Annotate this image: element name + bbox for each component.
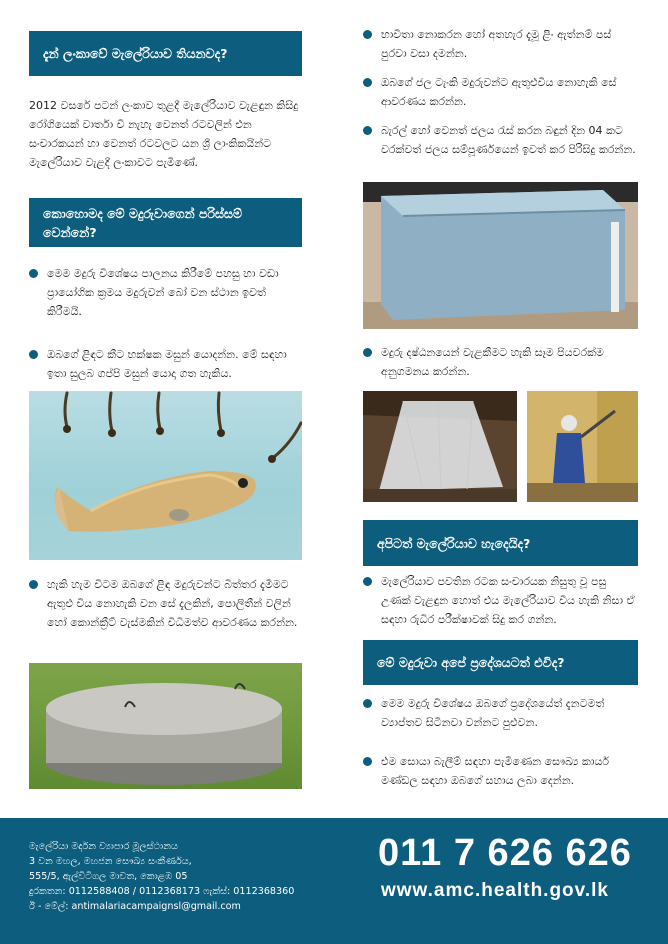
section-heading-mosquito-in-our-area bbox=[363, 640, 638, 685]
list-item bbox=[363, 752, 638, 790]
bullet-dot bbox=[363, 757, 372, 766]
heading-text: දැන් ලංකාවේ මැලේරියාව තියනවද? bbox=[43, 46, 228, 61]
list-item bbox=[363, 343, 638, 381]
bullet-dot bbox=[29, 269, 38, 278]
heading-text: අපිටත් මැලේරියාව හැදෙයිද? bbox=[377, 535, 531, 551]
website-link[interactable]: www.amc.health.gov.lk bbox=[381, 880, 609, 901]
bullet-text: බැරල් හෝ වෙනත් ජලය රැස් කරන බඳුන් දින 04 කට වරක්වත් ජලය සම්පූර්ණයෙන් ඉවත් කර පිරිසිදු කරන්න. bbox=[381, 124, 636, 156]
bullet-text: ඔබගේ ජල ටැංකි මදුරුවන්ට ඇතුළුවිය නොහැකි සේ ආවරණය කරන්න. bbox=[381, 76, 617, 108]
section-heading-can-we-get-malaria bbox=[363, 520, 638, 566]
insecticide-spraying-photo bbox=[527, 391, 638, 502]
bullet-dot bbox=[363, 577, 372, 586]
list-item bbox=[363, 572, 638, 629]
org-name: මැලේරියා මර්දන ව්‍යාපාර මූලස්ථානය bbox=[29, 841, 178, 852]
bullet-dot bbox=[363, 30, 372, 39]
bullet-text: මෙම මදුරු විශේෂය ඔබගේ ප්‍රදේශයේත් දැනටමත් ව්‍යාප්තව සිටිනවා වන්නට පුළුවන. bbox=[381, 697, 605, 729]
spraying-illustration bbox=[527, 391, 638, 502]
list-item bbox=[29, 575, 302, 632]
intro-paragraph: 2012 වසරේ පටන් ලංකාව තුළදී මැලේරියාව වැළඳුන කිසිදු රෝගියෙක් වාර්තා වී නැහැ වෙනත් රටවලින් එන සංචාරකයන් හා වෙනත් රටවලට යන ශ්‍රී ලාංකිකයින්ට මැලේරියාව වැළදී ලංකාවට පැමිණේ. bbox=[29, 99, 299, 169]
contact-address-block bbox=[29, 839, 294, 914]
bullet-text: මදුරු දෂ්ඨනයෙන් වැළකීමට හැකි සෑම පියවරක්ම අනුගමනය කරන්න. bbox=[381, 346, 604, 378]
bullet-text: මෙම මදුරු විශේෂය පාලනය කිරීමේ පහසු හා වඩා ප්‍රායෝගික ක්‍රමය මදුරුවන් බෝ වන ස්ථාන ඉවත් කිරීමයි. bbox=[47, 267, 279, 318]
bullet-text: එම සොයා බැලීම් සඳහා පැමිණෙන සෞඛ්‍ය කාර්ය මණ්ඩල සඳහා ඔබගේ සහාය ලබා දෙන්න. bbox=[381, 755, 610, 787]
heading-text: කොහොමද මේ මදුරුවාගෙන් පරිස්සම් වෙන්නේ? bbox=[43, 205, 242, 240]
bullet-dot bbox=[363, 78, 372, 87]
heading-text: මේ මදුරුවා අපේ ප්‍රදේශයටත් එවිද? bbox=[377, 655, 565, 670]
email-line: ඊ - මේල්: antimalariacampaignsl@gmail.com bbox=[29, 901, 241, 912]
bullet-dot bbox=[29, 580, 38, 589]
bullet-text: හැකි හැම විටම ඔබගේ ළිඳ මදුරුවන්ට බිත්තර දැමීමට ඇතුළු විය නොහැකි වන සේ දැලකින්, පොලිතීන් වලින් හෝ කොන්ක්‍රීට් වැස්මකින් විධිමත්ව ආවරණය කරන්න. bbox=[47, 578, 298, 629]
bullet-dot bbox=[363, 126, 372, 135]
list-item bbox=[363, 73, 638, 111]
guppy-fish-photo bbox=[29, 391, 302, 560]
section-heading-malaria-in-sri-lanka bbox=[29, 31, 302, 76]
bullet-dot bbox=[363, 348, 372, 357]
tank-illustration bbox=[363, 182, 638, 329]
bullet-text: ඔබගේ ළිඳට කීට භක්ෂක මසුන් යොදන්න. මේ සඳහා ඉතා සුලබ ගප්පි මසුන් යොදා ගත හැකිය. bbox=[47, 348, 287, 380]
guppy-illustration bbox=[29, 391, 302, 560]
list-item bbox=[363, 694, 638, 732]
bullet-text: මැලේරියාව පවතින රටක සංචාරයක නිසුතු වූ පසු උණක් වැළඳුන හොත් එය මැලේරියාව විය හැකි නිසා ඒ සඳහා රුධිර පරීක්ෂාවක් සිදු කර ගන්න. bbox=[381, 575, 635, 626]
address-line-2: 555/5, ඇල්විටිගල මාවත, කොළඹ 05 bbox=[29, 871, 188, 882]
well-cover-illustration bbox=[29, 663, 302, 789]
mosquito-net-illustration bbox=[363, 391, 517, 502]
list-item bbox=[363, 121, 638, 159]
phone-fax-line: දුරකතන: 0112588408 / 0112368173 ෆැක්ස්: 0112368360 bbox=[29, 886, 295, 897]
water-tank-photo bbox=[363, 182, 638, 329]
bullet-dot bbox=[29, 350, 38, 359]
list-item bbox=[29, 345, 302, 383]
list-item bbox=[363, 25, 638, 63]
mosquito-net-photo bbox=[363, 391, 517, 502]
concrete-well-cover-photo bbox=[29, 663, 302, 789]
bullet-text: භාවිතා නොකරන හෝ අතහැර දැමූ ළිං ඇත්නම් පස් පුරවා වසා දමන්න. bbox=[381, 28, 612, 60]
address-line-1: 3 වන මහල, මහජන සෞඛ්‍ය සංකීර්ණය, bbox=[29, 856, 192, 867]
section-heading-protection bbox=[29, 198, 302, 247]
bullet-dot bbox=[363, 699, 372, 708]
hotline-number: 011 7 626 626 bbox=[378, 832, 632, 874]
list-item bbox=[29, 264, 302, 321]
